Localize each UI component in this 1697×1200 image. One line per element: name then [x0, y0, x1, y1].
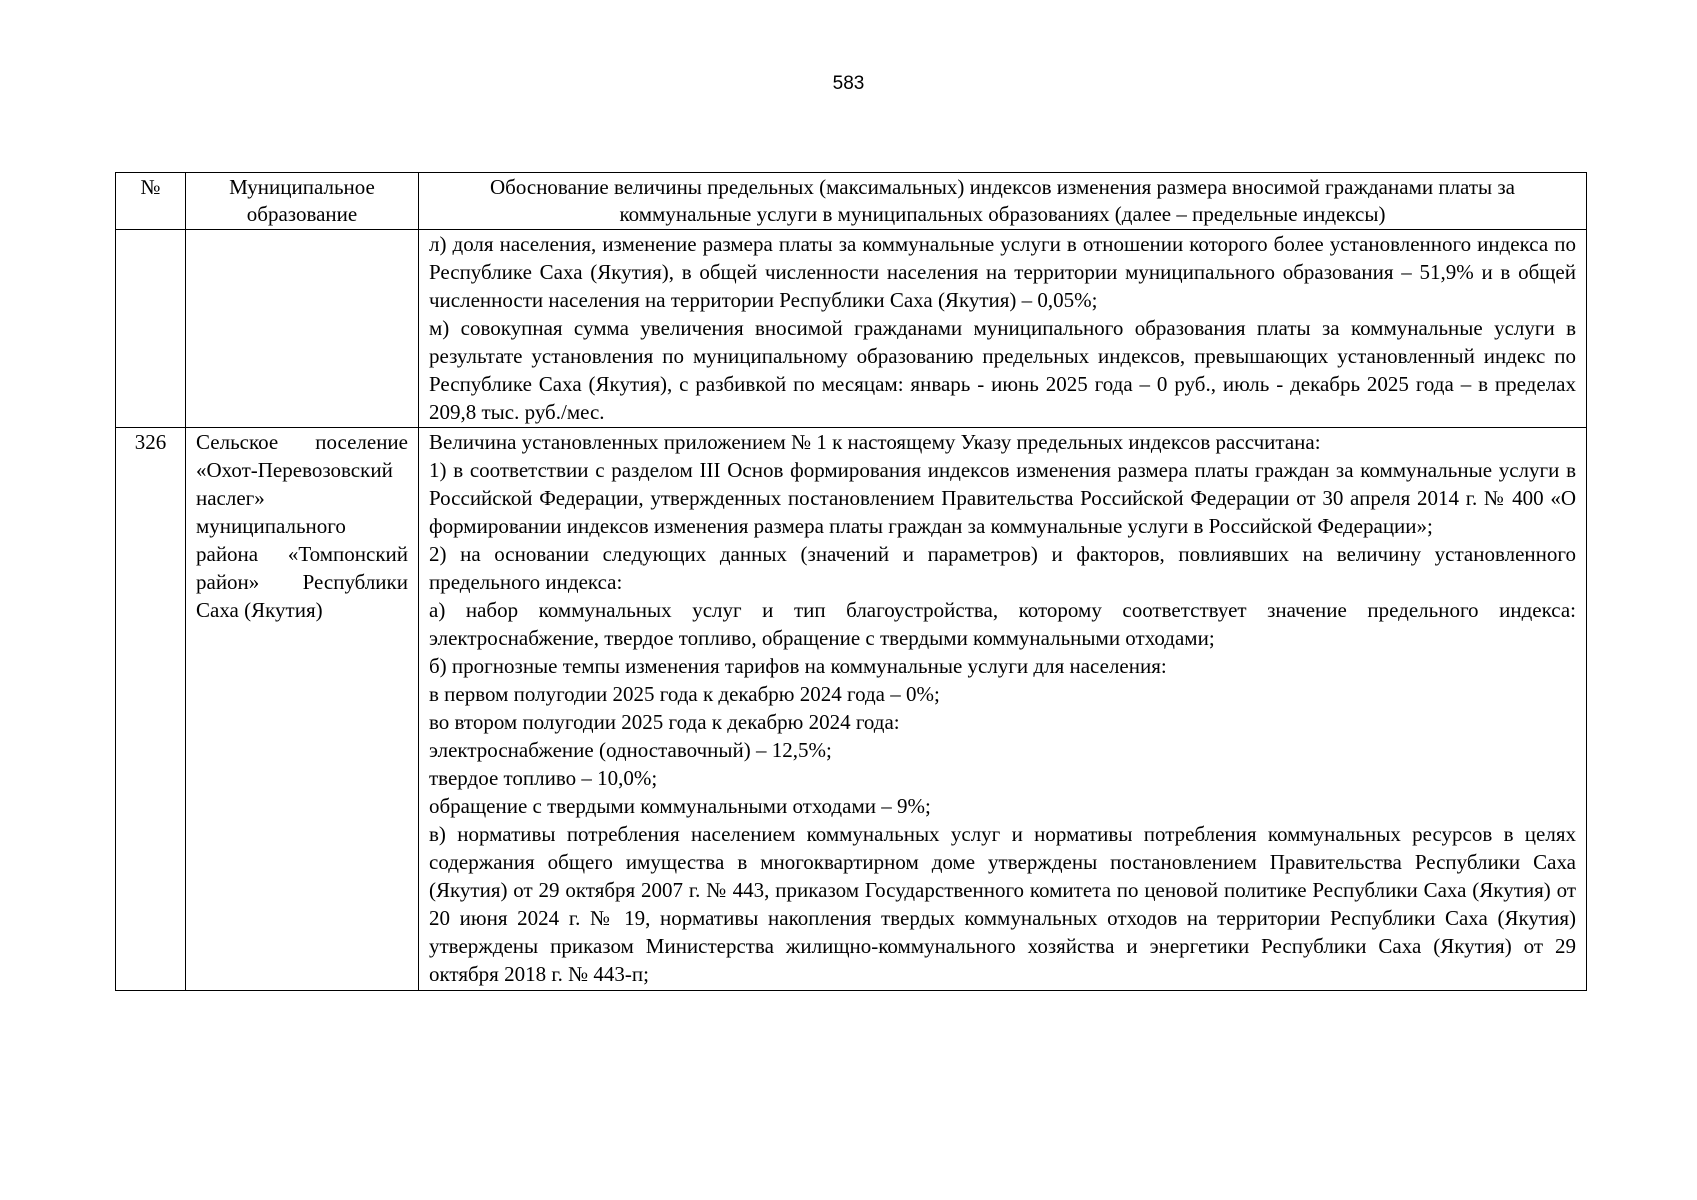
paragraph-2: 2) на основании следующих данных (значений и параметров) и факторов, повлиявших на величину установленного предельного индекса: [429, 542, 1576, 594]
row-municipality-cell [186, 230, 419, 428]
table-header-row [116, 173, 1587, 230]
row-num-cell [116, 230, 186, 428]
paragraph-b-second-half: во втором полугодии 2025 года к декабрю 2024 года: [429, 710, 900, 734]
paragraph-waste: обращение с твердыми коммунальными отходами – 9%; [429, 794, 931, 818]
paragraph-a: а) набор коммунальных услуг и тип благоустройства, которому соответствует значение предельного индекса: электроснабжение, твердое топливо, обращение с твердыми коммунальными отходами; [429, 598, 1576, 650]
header-num: № [116, 173, 186, 230]
justification-table [115, 172, 1587, 991]
header-municipality: Муниципальное образование [186, 173, 419, 230]
table-row [116, 230, 1587, 428]
paragraph-electricity: электроснабжение (одноставочный) – 12,5%; [429, 738, 832, 762]
row-justification-cell [419, 428, 1587, 991]
header-justification: Обоснование величины предельных (максимальных) индексов изменения размера вносимой гражданами платы за коммунальные услуги в муниципальных образованиях (далее – предельные индексы) [419, 173, 1587, 230]
paragraph-b-first-half: в первом полугодии 2025 года к декабрю 2024 года – 0%; [429, 682, 940, 706]
row-justification-cell [419, 230, 1587, 428]
paragraph-solid-fuel: твердое топливо – 10,0%; [429, 766, 658, 790]
paragraph-intro: Величина установленных приложением № 1 к настоящему Указу предельных индексов рассчитана: [429, 430, 1321, 454]
paragraph-v: в) нормативы потребления населением коммунальных услуг и нормативы потребления коммунальных ресурсов в целях содержания общего имущества в многоквартирном доме утверждены постановлением Правительства Республики Саха (Якутия) от 29 октября 2007 г. № 443, приказом Государственного комитета по ценовой политике Республики Саха (Якутия) от 20 июня 2024 г. № 19, нормативы накопления твердых коммунальных отходов на территории Республики Саха (Якутия) утверждены приказом Министерства жилищно-коммунального хозяйства и энергетики Республики Саха (Якутия) от 29 октября 2018 г. № 443-п; [429, 822, 1576, 986]
paragraph-m: м) совокупная сумма увеличения вносимой гражданами муниципального образования платы за коммунальные услуги в результате установления по муниципальному образованию предельных индексов, превышающих установленный индекс по Республике Саха (Якутия), с разбивкой по месяцам: январь - июнь 2025 года – 0 руб., июль - декабрь 2025 года – в пределах 209,8 тыс. руб./мес. [429, 316, 1576, 424]
row-num-cell: 326 [116, 428, 186, 991]
paragraph-l: л) доля населения, изменение размера платы за коммунальные услуги в отношении которого более установленного индекса по Республике Саха (Якутия), в общей численности населения на территории муниципального образования – 51,9% и в общей численности населения на территории Республики Саха (Якутия) – 0,05%; [429, 232, 1576, 312]
row-municipality-cell: Сельское поселение «Охот-Перевозовский наслег» муниципального района «Томпонский район» Республики Саха (Якутия) [186, 428, 419, 991]
paragraph-b: б) прогнозные темпы изменения тарифов на коммунальные услуги для населения: [429, 654, 1167, 678]
table-row [116, 428, 1587, 991]
paragraph-1: 1) в соответствии с разделом III Основ формирования индексов изменения размера платы граждан за коммунальные услуги в Российской Федерации, утвержденных постановлением Правительства Российской Федерации от 30 апреля 2014 г. № 400 «О формировании индексов изменения размера платы граждан за коммунальные услуги в Российской Федерации»; [429, 458, 1576, 538]
page-number: 583 [832, 73, 865, 94]
